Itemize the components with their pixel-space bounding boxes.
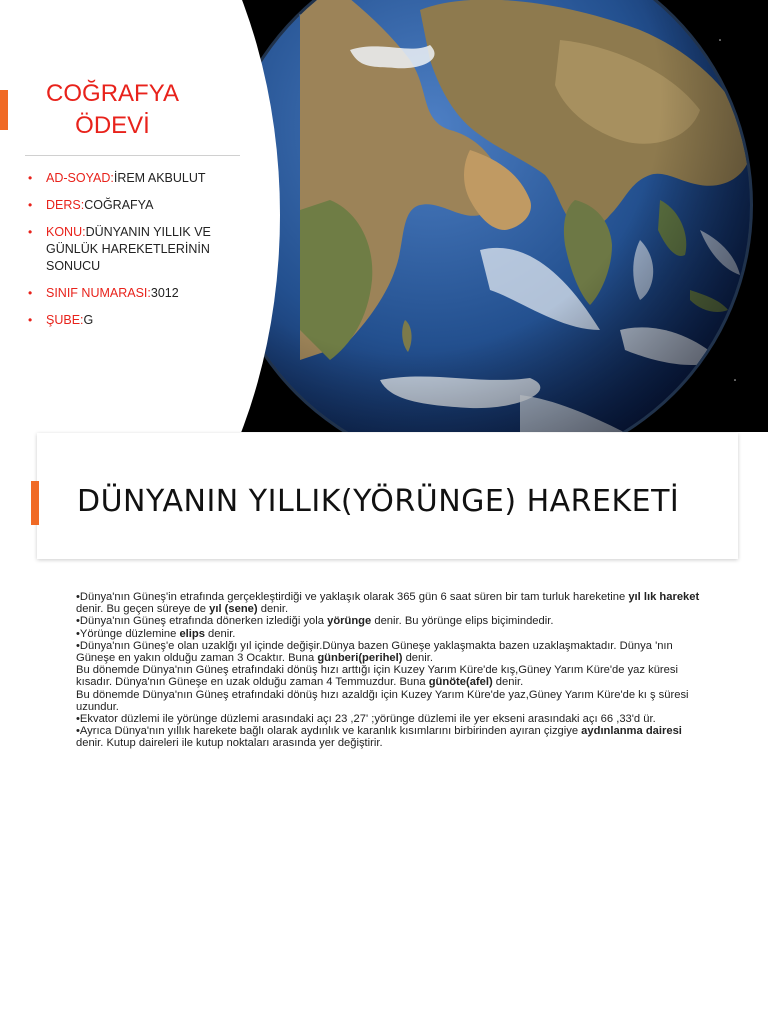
- paragraph: Bu dönemde Dünya'nın Güneş etrafındaki dönüş hızı azaldğı için Kuzey Yarım Küre'de yaz,Güney Yarım Küre'de kı ş süresi uzundur.: [76, 688, 689, 713]
- content-text: [76, 591, 706, 750]
- student-info-list: [28, 170, 228, 339]
- title-slide: [0, 0, 768, 432]
- title-line-2: ÖDEVİ: [75, 112, 150, 139]
- text-run: denir. Bu yörünge elips biçimindedir.: [371, 615, 554, 628]
- bold-term: elips: [179, 627, 205, 640]
- text-run: denir.: [204, 627, 236, 640]
- text-run: denir.: [402, 652, 433, 665]
- paragraph: •Ekvator düzlemi ile yörünge düzlemi arasındaki açı 23 ,27' ;yörünge düzlemi ile yer ekseni arasındaki açı 66 ,33'd ür.: [76, 713, 656, 726]
- info-value: 3012: [150, 286, 179, 300]
- list-item: [28, 285, 228, 302]
- text-run: denir. Kutup daireleri ile kutup noktaları arasında yer değiştirir.: [76, 737, 383, 750]
- title-line-1: COĞRAFYA: [46, 80, 179, 107]
- info-value: COĞRAFYA: [84, 198, 154, 212]
- paragraph: [76, 591, 706, 615]
- bullet-icon: •: [28, 286, 33, 300]
- text-run: denir.: [257, 603, 289, 616]
- paragraph: [76, 725, 706, 749]
- section-title: DÜNYANIN YILLIK(YÖRÜNGE) HAREKETİ: [77, 484, 680, 519]
- text-run: denir.: [492, 676, 524, 689]
- accent-bar: [0, 90, 8, 130]
- paragraph: [76, 640, 706, 664]
- bold-term: günberi(perihel): [317, 652, 403, 665]
- text-run: denir. Bu geçen süreye de: [76, 603, 210, 616]
- bold-term: aydınlanma dairesi: [581, 725, 682, 738]
- bullet-icon: •: [28, 225, 33, 239]
- info-label: KONU:: [46, 225, 86, 239]
- text-run: •Dünya'nın Güneş etrafında dönerken izlediği yola: [76, 615, 328, 628]
- info-value: G: [83, 313, 94, 327]
- paragraph: [76, 628, 706, 640]
- accent-bar: [31, 481, 39, 525]
- bold-term: yıl (sene): [209, 603, 258, 616]
- bullet-icon: •: [28, 198, 33, 212]
- bold-term: yörünge: [327, 615, 372, 628]
- info-label: AD-SOYAD:: [46, 171, 114, 185]
- text-run: Bu dönemde Dünya'nın Güneş etrafındaki dönüş hızı arttığı için Kuzey Yarım Küre'de kış,Güney Yarım Küre'de yaz küresi kısadır. Dünya'nın Güneşe en uzak olduğu zaman 4 Temmuzdur. Buna: [76, 664, 678, 689]
- list-item: [28, 170, 228, 187]
- info-label: DERS:: [46, 198, 85, 212]
- paragraph: [76, 664, 706, 688]
- list-item: [28, 312, 228, 329]
- bold-term: günöte(afel): [428, 676, 493, 689]
- text-run: •Yörünge düzlemine: [76, 627, 180, 640]
- list-item: [28, 224, 228, 275]
- text-run: •Ayrıca Dünya'nın yıllık harekete bağlı olarak aydınlık ve karanlık kısımlarını birbirinden ayıran çizgiye: [76, 725, 582, 738]
- bullet-icon: •: [28, 171, 33, 185]
- info-value: DÜNYANIN YILLIK VE GÜNLÜK HAREKETLERİNİN SONUCU: [46, 225, 211, 273]
- text-run: •Dünya'nın Güneş'in etrafında gerçekleştirdiği ve yaklaşık olarak 365 gün 6 saat süren bir tam turluk hareketine: [76, 591, 629, 603]
- info-label: ŞUBE:: [46, 313, 84, 327]
- list-item: [28, 197, 228, 214]
- title-divider: [25, 155, 240, 156]
- bold-term: yıl lık hareket: [628, 591, 700, 603]
- slide-title: [40, 78, 185, 142]
- text-run: •Dünya'nın Güneş'e olan uzaklğı yıl içinde değişir.Dünya bazen Güneşe yaklaşmakta bazen uzaklaşmaktadır. Dünya 'nın Güneşe en yakın olduğu zaman 3 Ocaktır. Buna: [76, 639, 673, 665]
- info-label: SINIF NUMARASI:: [46, 286, 151, 300]
- bullet-icon: •: [28, 313, 33, 327]
- paragraph: [76, 615, 706, 627]
- info-value: İREM AKBULUT: [113, 171, 206, 185]
